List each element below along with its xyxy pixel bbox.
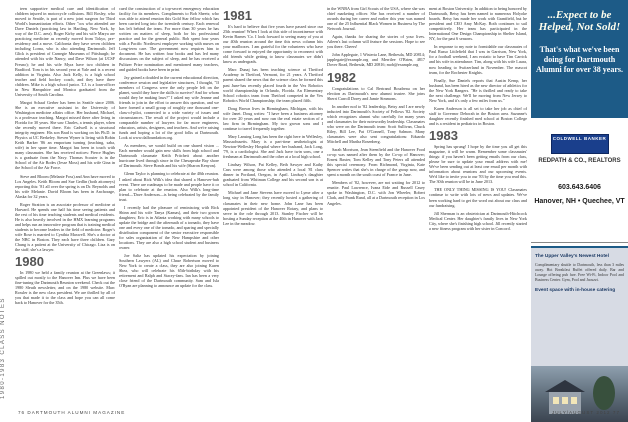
class-year-heading: 1982 [327,69,356,85]
notes-column-3 [223,6,323,398]
class-note-paragraph: Congratulations to Cal Bertrand Boudreau on her election as Dartmouth's new alumni trustee. She joins Sherri Carroll Dorey and Jamie Simmons. [327,85,425,101]
tree-image [593,376,615,410]
page-footer-right: JULY/AUGUST 2012 77 [551,410,620,415]
class-note-paragraph: Roger Stratton is an associate professor of medicine at Harvard. He spends one half his time seeing patients and the rest of his time teaching students and medical residents. He is also heavily involved in the HMX learning programs and helps run an innovative program that is training medical students to become leaders in the field of medicine. Roger's wife Rose is married to Cynthia Maxwell. She's a doctor at the NBC in Boston. They each have three children. Gary Chung is a patient at the University of Chicago. Liza is on the staff; she's a lawyer. [15,201,115,253]
ad-hotel[interactable] [531,246,628,422]
class-note-paragraph: Steve and Bloom (Melanie Foss) and Ann have moved to Los Angeles. Keith Bloom and Sue Gedlin (both attorneys) reporting this: '81 all over the spring is on Dr. Reynolds and his wife Melanie. David Bloom has been in Anchorage, Alaska for 32 years. [15,173,115,199]
class-note-paragraph: ment at Boston University. In addition to being honored by Dartmouth, Betsy has been named to numerous Holyoke boards. Betsy has made her work with Grantfield, but he president and CEO Amy McKay. Both continues to sail competitively. Her team has participated in the International One Design Championship in Shelter Island, NY, for the past 6 seasons. [429,6,527,42]
class-note-paragraph: teen supportive medical care and identification of children injured in motorcycle collisions. Bill Bosley, who moved to Seattle, is part of a new joint surgeon for Third World's humanitarian efforts. Other "cos who attended are Dave Daniels (practicing law in Hartling, New York, by way of the D.C. area). Roger Kirby and his wife Marya are practicing medicine as recently moved from Tokyo, pre-residency and a move. California they have seven children including Lorna, who is also attending Dartmouth. Jeff Glick is president of Carnegie Museums of Pittsburgh; he attended with his wife Nancy; and Dave Wilson (at UCSF Fresno); he and his wife Myra have two children in Bradford. Tom is in his second year at Yale and is a recent addition in Virginia. Also Jack Kelly, is a high school teacher and field hockey coach, and they have three children. Mike is a high school junior. T.J. is a loan-officer in New Hampshire and Monica graduated from the University of South Carolina. [15,6,115,97]
class-note-paragraph: THE ONLY THING MISSING IS YOU! Classmates continue to write with lots of news and updates. We've been working hard to get the word out about our class and our fundraising. [429,187,527,208]
notes-column-5 [429,6,527,398]
class-year-heading: 1983 [429,128,458,144]
class-note-paragraph: Doug Brown lives in Birmingham, Michigan, with his wife Janet. Doug writes: "I have been a business attorney for over 20 years and now run the real estate section of a law firm in Birmingham. My two grown sons and I continue to travel frequently together. [223,105,323,131]
class-year-heading: 1981 [223,8,252,23]
hotel-ad-body: Complimentary shuttle to Dartmouth, less than 3 miles away. Hot Breakfast Buffet offered daily. Bar and Lounge offering pub fare. Free Wi-Fi, Indoor Pool and Business Center. Gym, Pool and Jacuzzi. [535,263,624,282]
class-note-paragraph: Michael and Jane Stevens have moved to Lyme after a long stay in Hanover; they recently hosted a gathering of classmates in their new home. John Lane has been appointed president of the Hanover Rotary, and plans to serve in the role through 2013. Stanley Fischer will be hosting a Sunday reception at the 40th in Hanover with Jack Lee in the meadow. [223,190,323,226]
class-note-paragraph: Joe Saltz has updated his expectation by joining Southern Lawyers (AL) and Chase Robertson moved to New York to create a class, they are also joining Karen Shea, who will celebrate his 65th-birthday with his retirement and Ralph and Stacey-fans. Ian has been a very close friend of the Dartmouth community. Sam and Isla O'Ryan are planning to announce an update for the class. [119,253,219,289]
hotel-ad-subhead: Event space with in-house catering [535,288,616,293]
class-note-paragraph: I recently had the pleasure of reminiscing with Rick Shinn and his wife Tanya (Kamas), and their two grown daughters; Eric is in Atlanta working with many schools to update the bridge and the aftermath of a tornado, they have one and every one of the tornado, and sparing and specially distribution component of the senior executive responsible for sales organization of the New Hampshire and other locations. They are also a high school student and business owner. [119,204,219,251]
notes-column-2 [119,6,219,398]
ad-helped-not-sold[interactable] [531,0,628,118]
class-note-paragraph: Finally, Sue Daniels reports that Austin Kemp, her husband, has been hired as the new director of athletics for the New York Rangers. "He is thrilled and ready to take the next challenge. We'll be moving from New Jersey to New York, and it's only a few miles from us." [429,77,527,103]
class-note-paragraph: Marc Dunaj has been teaching science at Thetford Academy in Thetford, Vermont, for 21 years. A Thetford parent shared the news that the science class he formed this past June-has recently placed fourth in the Vex Robotics world championship in Orlando, Florida. An Elementary School robotics team from Thetford competed in the Vex Robotics World Championship; the team placed fifth. [223,67,323,103]
section-vertical-label: 1980-1983 CLASS NOTES [0,297,6,399]
coldwell-banker-logo: COLDWELL BANKER [551,134,609,154]
advertisement-sidebar [531,0,628,420]
class-year-heading: 1980 [15,254,44,270]
class-note-paragraph: In response to my note to formidable our classmates of Paul Russo Littlefield that I was in Garrison, New York, for a football weekend, I am ecstatic to have Tim Carrick and his wife in attendance. Tim, along with his wife Laura, now heading to Switzerland in November. The mascot team, for the Rochester Knights. [429,44,527,75]
class-note-paragraph: It's hard to believe that five years have passed since our 25th reunion! When I look at this side of incontinence with Kevin Barnes 'Co. I look forward to seeing many of you at our 40th reunion around the time this news column hits your mailboxes. I am grateful for the volunteers who have come forward to enjoyed the opportunity to reconnect with old friends while getting to know classmates we didn't know as undergrads. [223,24,323,65]
class-note-paragraph: In 1980 we held a family reunion at the Greenlaws; it spilled out mostly to the Hanover Inn. Plus we have been fine-tuning the Dartmouth Reunion weekend. Check out the 1980 Sleuth newsletter, and on the 1980 website. Marc Rossler is the new class president. We are thrilled by all of you that made it to the class and hope you can all come back to Hanover for the 35th. [15,270,115,306]
notes-column-1 [15,6,115,398]
class-note-paragraph: In another nod to '82 leadership, Betsy and I are newly inducted into Dartmouth's Society of Fellows '82. Society which recognizes alumni who carefully for many years and classmates for their noteworthy leadership. Classmates who were on the Dartmouth team: Scott Sullivan, Chuck Riley, Bill Lee, Pat O'Connell, Tony Salmon. Many classmates were also sent congratulations: Eduardo Mitchell and Martha Rosenberg. [327,103,425,144]
page-footer-left: 76 DARTMOUTH ALUMNI MAGAZINE [18,410,126,415]
class-note-paragraph: Spring has sprung! I hope by the time you all get this magazine, it will be warm. Remember some classmates' things: if you haven't been getting emails from our class, please be sure to update your email address with me! We've been sending out at least one email per month with information about reunions and our upcoming events. We'd like to invite you to our '83 by the time you read this. The 30th reunion will be in June 2013. [429,144,527,185]
phone-number[interactable]: 603.643.6406 [558,184,601,191]
ad-headline: ...Expect to be Helped, Not Sold! [538,9,621,33]
notes-column-4 [327,6,425,398]
class-note-paragraph: Again, thanks for sharing the stories of your lives. Aileen's last column will feature the sessions. Hope to see you there. Cheers! [327,34,425,50]
class-note-paragraph: Lindsay Wilson, Pat Kelley, Beth Sawyer and Kathy Cass were among those who attended a local '81 class dinner in Portland, Oregon, in April. Lindsay's daughter graduated from Whitman College and his second son is at school in California. [223,162,323,188]
realtor-name: REDPATH & CO., REALTORS [538,158,621,164]
class-note-paragraph: Mary Lansing Long has been the right here in Wellesley, Massachusetts. Mary is a part-time aesthetologist at Newton-Wellesley Hospital where her husband, Jack Long, '79, is a cardiologist. She and Jack have twin sons, one a freshman at Dartmouth and the other at a local high school. [223,133,323,160]
class-note-paragraph: cued the construction of a top-secret emergency education facility for its members. Compliments to Bob Sheets; who was able to attend reunion this Gold Star fellow which has been carried long into the twentieth century. Each renewal has left behind the team. For more than 30 years he has written on matters of sleep, both for his professional practice and for the general public. Bob spent four years with a Pacific Northwest employee working with nurses on Long-term care. The government now requires him to document. He has written four books and has led many discussions on the subject of sleep, and he has received a Pulitzer Prize nomination and mentioned many teachers, and guided books have been in print. [119,6,219,72]
ad-coldwell-banker[interactable] [531,122,628,243]
class-note-paragraph: in the WNBA from Girl Scouts of the USA, where she was chief marketing officer. She has received a number of awards during her career and earlier this year was named one of the 25 Influential Black Women in Business by The Network Journal. [327,6,425,32]
class-note-paragraph: Glenn Taylor is planning to celebrate at the 40th reunion. I asked about Rick Wilk's idea that shared a Hanover-hub event. There are roadmaps to be made and people have it or plan to celebrate at the reunion. Also Wilk's long-time friend—'Dave Anderson—is being celebrated by the family trust. [119,171,219,202]
class-note-paragraph: John Applegate, 1 Wisteria Lane, Bethesda, MD 20814; japplegate@example.org and Merrilee O'Brien, 4817 Dover Road, Bethesda, MD 20816; mob@example.org [327,52,425,68]
hotel-ad-headline: The Upper Valley's Newest Hotel [535,254,609,259]
office-locations: Hanover, NH • Quechee, VT [534,198,625,205]
class-note-paragraph: Sarah Morrison, Jean Steenfield and the Hanover Food co-op was named after them by the Co-op of Hanover; Ernest Baxter, Tom Kelley and Tony Peters all attended this special ceremony. From Richmond, Virginia, Kate Spencer writes that she's in charge of the group now, and spent a month on the south coast of France in June. [327,147,425,178]
class-note-paragraph: Karen Anderson is all set to take her job as chief of staff to Governor Deborah in the Boston area. Suzanne's daughter recently finished med school at Boston College and is a resident in pediatrics in Boston. [429,105,527,126]
class-note-paragraph: Jill Sherman is an obstetrician at Dartmouth-Hitchcock Medical Center. Her daughter's family lives in New York City, where she's finishing high school. Jill recently started a new fitness program with her sister in Concord. [429,210,527,231]
class-note-paragraph: Jay gained a doubled in the current educational direction, conference session and legislative structures, I thought, "If members of Congress were the only people left on the planet, would they have the skills to survive? And for whom would they be making laws?" I asked my wife Jeanne and friends to join in the effort to answer this question, and we have formed a small group of roughly one thousand one-class-of-pilot, connected to a wide variety of issues and circumstances. The result of the project would include a comparable number of lawyers for far more engineers, educators, artists, designers, and teachers. And we're raising funds and hoping a lot of the good folks at Dartmouth. Look at www.dalfoundation.org. [119,74,219,141]
class-note-paragraph: Margot Schaaf Gerber has been in Seattle since 2006. She is an executive assistant in the University of Washington medicine affairs office. Her husband, Michael, is a professor teaching. Margot missed there after living in Florida for 30 years. She saw Charles, a tennis player, when she recently moved there. Eric Cadwell is a structural integrity engineer. His son Brad is working on his Ph.D. in Physics at UC Berkeley. Steven Wyner is living with Robin Keith Barker '86 an emporium turning (teaching, saba, wife) in her spare time. Margot has been in touch with many classmates. She has received notices: Pierce Hughes is a graduate from the Navy. Thomas Scouter is in the School of the Air Bodes (Jesse Moss) and his wife Gina in the School of the Air Force. [15,99,115,171]
class-note-paragraph: As members, we would build on one shared vision ... Each member would gain new skills from high school and Dartmouth classmate Keith Pritchett about another hurricane lived through since in the Chesapeake Bay shore of Dartmouth. Steve Bonds and his wife (Sharon Kenyon). [119,143,219,169]
ad-body: That's what we've been doing for Dartmouth Alumni for over 38 years. [535,45,624,74]
class-note-paragraph: Members of '82, however, are not waiting for 2012 to reunite. Paul Lawrence, Ivana Eide and Russell Casey spoke in Washington, D.C. with Jon Wheeler, Robert Clark, and Frank Rand, all at a Dartmouth reception in Los Angeles. [327,180,425,206]
